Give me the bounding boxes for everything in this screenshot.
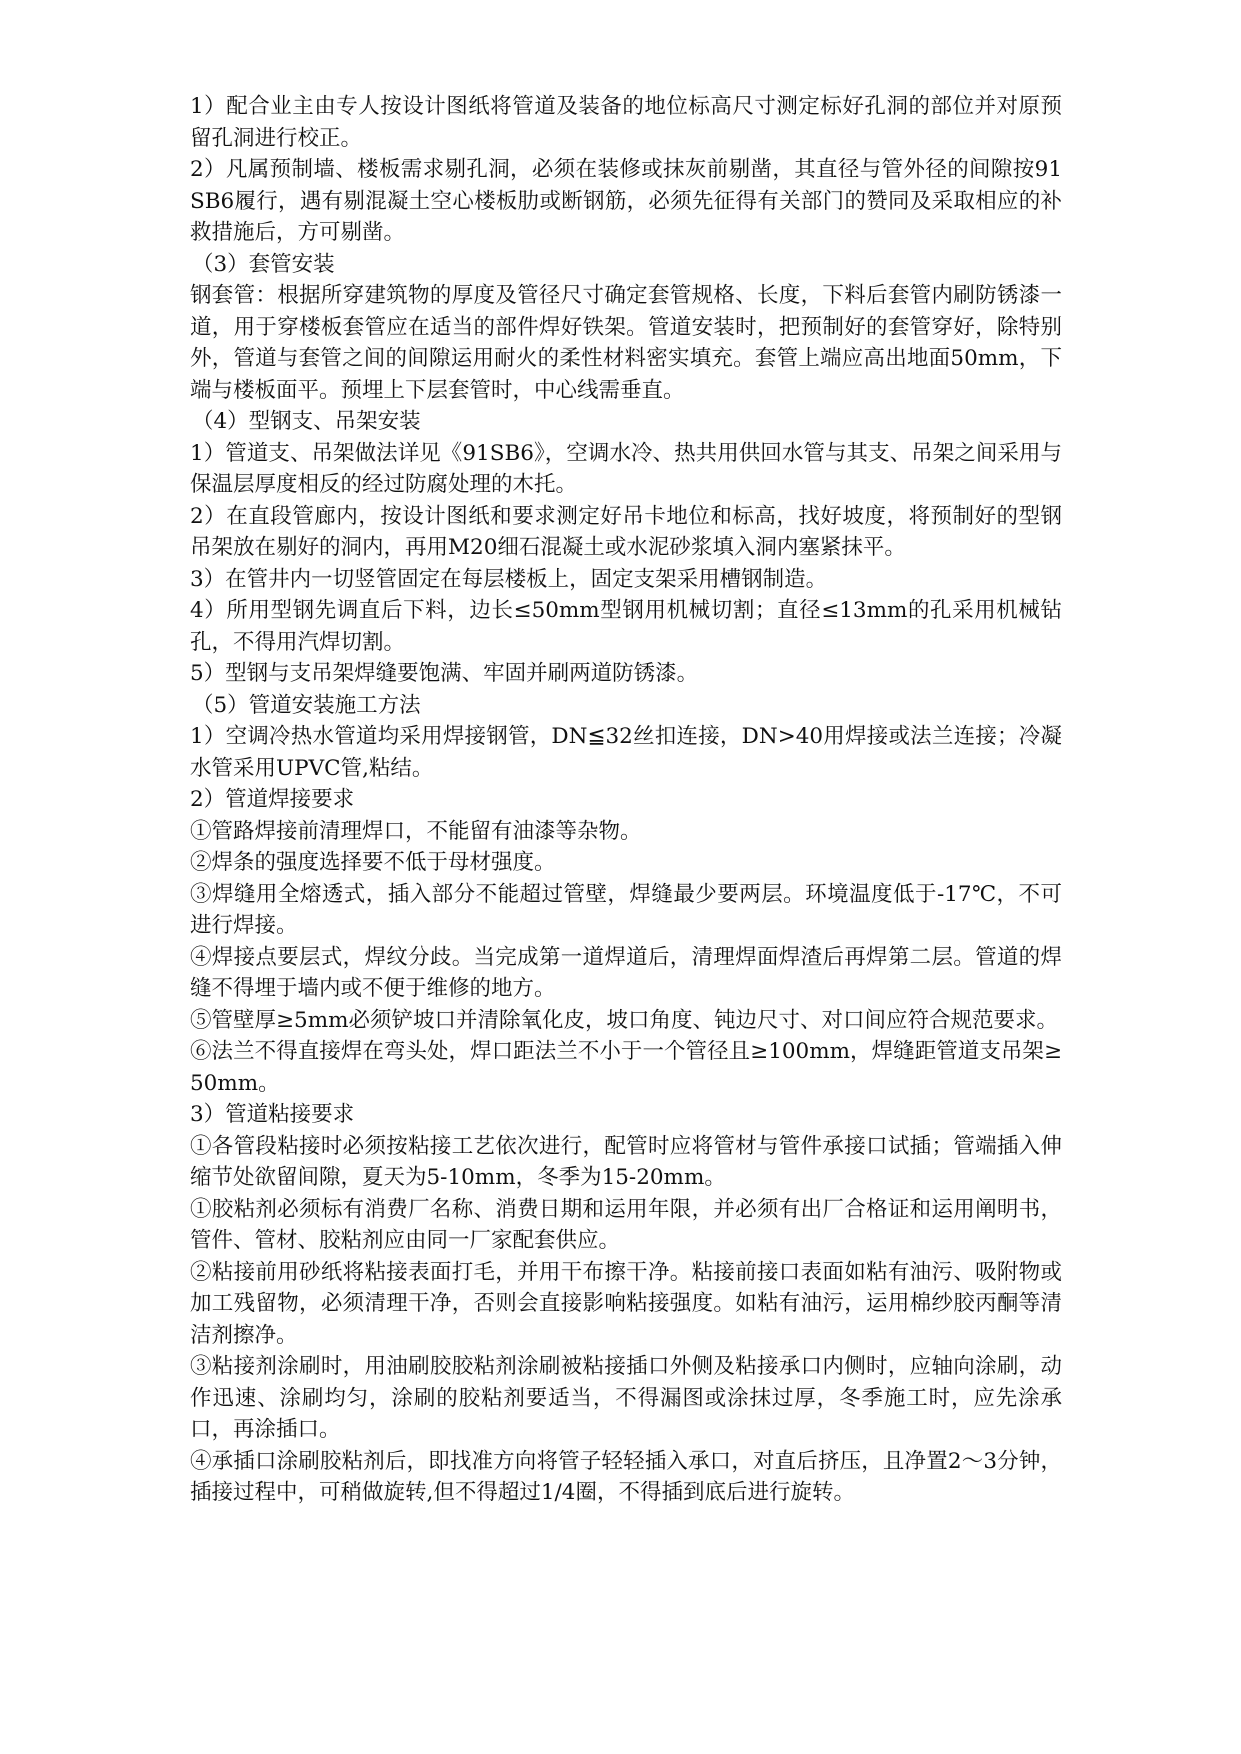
list-item-weld-layers: ④焊接点要层式，焊纹分歧。当完成第一道焊道后，清理焊面焊渣后再焊第二层。管道的焊缝不得埋于墙内或不便于维修的地方。 <box>190 944 1062 1001</box>
section-heading-pipe-installation: （5）管道安装施工方法 <box>192 692 421 718</box>
section-heading-sleeve-installation: （3）套管安装 <box>192 251 335 277</box>
subheading-welding-requirements: 2）管道焊接要求 <box>190 787 355 812</box>
list-item-weld-cleaning: ①管路焊接前清理焊口，不能留有油漆等杂物。 <box>190 818 642 844</box>
paragraph-site-marking: 1）配合业主由专人按设计图纸将管道及装备的地位标高尺寸测定标好孔洞的部位并对原预留孔洞进行校正。 <box>190 94 1062 151</box>
paragraph-hole-chiseling: 2）凡属预制墙、楼板需求剔孔洞，必须在装修或抹灰前剔凿，其直径与管外径的间隙按91SB6履行，遇有剔混凝土空心楼板肋或断钢筋，必须先征得有关部门的赞同及采取相应的补救措施后，方可剔凿。 <box>190 157 1062 245</box>
paragraph-steel-cutting: 4）所用型钢先调直后下料，边长≤50mm型钢用机械切割；直径≤13mm的孔采用机械钻孔，不得用汽焊切割。 <box>190 598 1062 655</box>
list-item-full-penetration: ③焊缝用全熔透式，插入部分不能超过管壁，焊缝最少要两层。环境温度低于-17℃，不可进行焊接。 <box>190 881 1062 938</box>
section-heading-support-installation: （4）型钢支、吊架安装 <box>192 409 421 434</box>
list-item-electrode-strength: ②焊条的强度选择要不低于母材强度。 <box>190 850 556 875</box>
paragraph-steel-sleeve: 钢套管：根据所穿建筑物的厚度及管径尺寸确定套管规格、长度，下料后套管内刷防锈漆一道，用于穿楼板套管应在适当的部件焊好铁架。管道安装时，把预制好的套管穿好，除特别外，管道与套管之间的间隙运用耐火的柔性材料密实填充。套管上端应高出地面50mm，下端与楼板面平。预埋上下层套管时，中心线需垂直。 <box>190 283 1062 403</box>
list-item-bonding-sequence: ①各管段粘接时必须按粘接工艺依次进行，配管时应将管材与管件承接口试插；管端插入伸缩节处欲留间隙，夏天为5-10mm，冬季为15-20mm。 <box>190 1133 1062 1190</box>
paragraph-weld-painting: 5）型钢与支吊架焊缝要饱满、牢固并刷两道防锈漆。 <box>190 661 699 686</box>
list-item-adhesive-application: ③粘接剂涂刷时，用油刷胶胶粘剂涂刷被粘接插口外侧及粘接承口内侧时，应轴向涂刷，动作迅速、涂刷均匀，涂刷的胶粘剂要适当，不得漏图或涂抹过厚，冬季施工时，应先涂承口，再涂插口。 <box>190 1354 1062 1442</box>
document-body <box>190 91 1062 1509</box>
paragraph-shaft-riser-fixing: 3）在管井内一切竖管固定在每层楼板上，固定支架采用槽钢制造。 <box>190 566 828 592</box>
list-item-surface-prep: ②粘接前用砂纸将粘接表面打毛，并用干布擦干净。粘接前接口表面如粘有油污、吸附物或加工残留物，必须清理干净，否则会直接影响粘接强度。如粘有油污，运用棉纱胶丙酮等清洁剂擦净。 <box>190 1259 1062 1348</box>
paragraph-support-method: 1）管道支、吊架做法详见《91SB6》，空调水冷、热共用供回水管与其支、吊架之间采用与保温层厚度相反的经过防腐处理的木托。 <box>190 440 1062 497</box>
subheading-bonding-requirements: 3）管道粘接要求 <box>190 1102 355 1127</box>
list-item-bevel: ⑤管壁厚≥5mm必须铲坡口并清除氧化皮，坡口角度、钝边尺寸、对口间应符合规范要求。 <box>190 1007 1058 1033</box>
paragraph-pipe-connection: 1）空调冷热水管道均采用焊接钢管，DN≦32丝扣连接，DN>40用焊接或法兰连接；冷凝水管采用UPVC管,粘结。 <box>190 724 1062 781</box>
list-item-adhesive-labeling: ①胶粘剂必须标有消费厂名称、消费日期和运用年限，并必须有出厂合格证和运用阐明书，管件、管材、胶粘剂应由同一厂家配套供应。 <box>190 1196 1062 1253</box>
list-item-insertion: ④承插口涂刷胶粘剂后，即找准方向将管子轻轻插入承口，对直后挤压，且净置2～3分钟，插接过程中，可稍做旋转,但不得超过1/4圈，不得插到底后进行旋转。 <box>190 1448 1062 1505</box>
list-item-flange: ⑥法兰不得直接焊在弯头处，焊口距法兰不小于一个管径且≥100mm，焊缝距管道支吊架≥50mm。 <box>190 1039 1062 1096</box>
paragraph-hanger-positioning: 2）在直段管廊内，按设计图纸和要求测定好吊卡地位和标高，找好坡度，将预制好的型钢吊架放在剔好的洞内，再用M20细石混凝土或水泥砂浆填入洞内塞紧抹平。 <box>190 503 1062 560</box>
